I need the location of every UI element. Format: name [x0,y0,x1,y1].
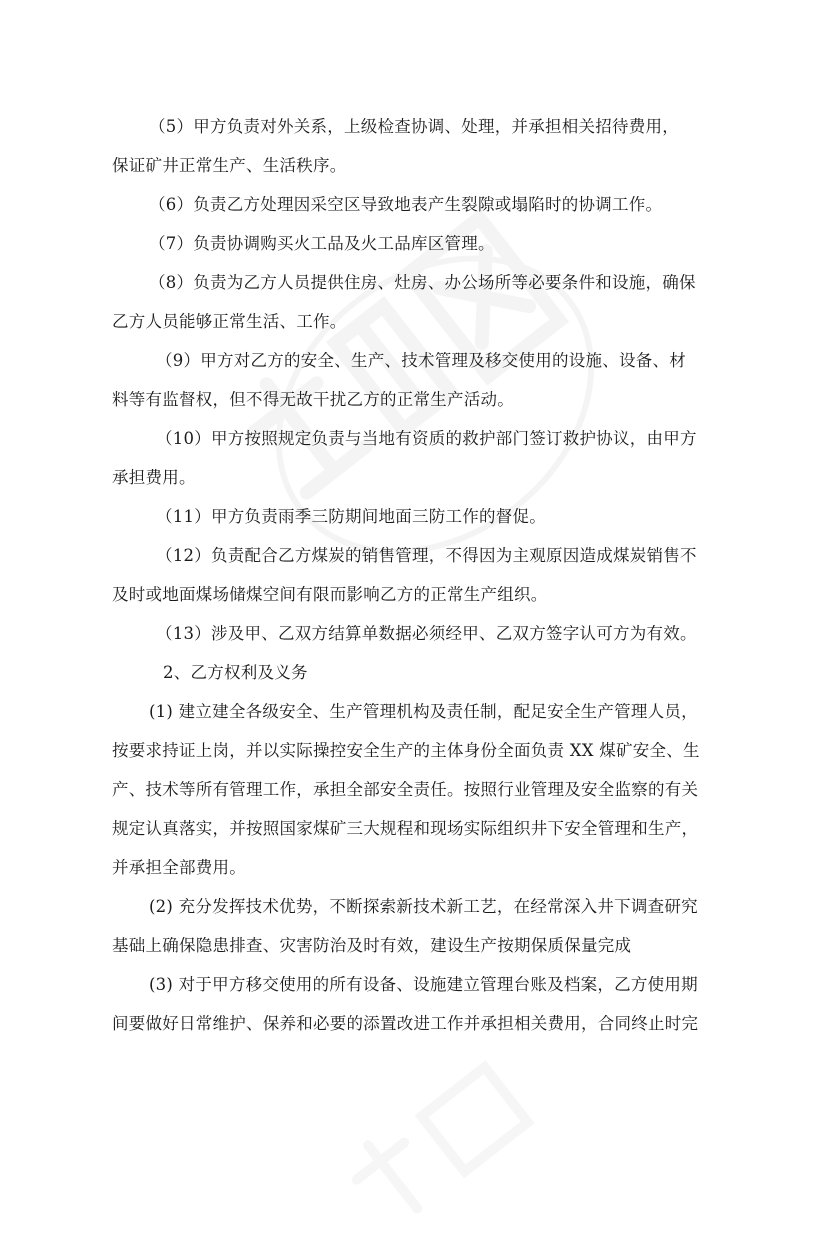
paragraph-line: 料等有监督权，但不得无故干扰乙方的正常生产活动。 [112,390,514,409]
section-heading: 2、乙方权利及义务 [163,663,308,682]
paragraph-line: 基础上确保隐患排查、灾害防治及时有效，建设生产按期保质保量完成 [112,936,632,955]
paragraph-line: （11）甲方负责雨季三防期间地面三防工作的督促。 [156,507,546,526]
paragraph-line: 规定认真落实，并按照国家煤矿三大规程和现场实际组织井下安全管理和生产， [112,819,699,838]
paragraph-line: （8）负责为乙方人员提供住房、灶房、办公场所等必要条件和设施，确保 [149,273,696,292]
watermark-graphic-bottom [316,1025,563,1255]
paragraph-line: （6）负责乙方处理因采空区导致地表产生裂隙或塌陷时的协调工作。 [149,195,663,214]
paragraph-line: 保证矿井正常生产、生活秩序。 [112,156,347,175]
paragraph-line: 产、技术等所有管理工作，承担全部安全责任。按照行业管理及安全监察的有关 [112,780,699,799]
paragraph-line: 按要求持证上岗，并以实际操控安全生产的主体身份全面负责 XX 煤矿安全、生 [112,741,700,760]
paragraph-line: 间要做好日常维护、保养和必要的添置改进工作并承担相关费用，合同终止时完 [112,1014,699,1033]
paragraph-line: 及时或地面煤场储煤空间有限而影响乙方的正常生产组织。 [112,585,548,604]
paragraph-line: (1) 建立建全各级安全、生产管理机构及责任制，配足安全生产管理人员， [149,702,698,721]
paragraph-line: 并承担全部费用。 [112,858,246,877]
paragraph-line: (3) 对于甲方移交使用的所有设备、设施建立管理台账及档案，乙方使用期 [149,975,698,994]
paragraph-line: （12）负责配合乙方煤炭的销售管理，不得因为主观原因造成煤炭销售不 [156,546,697,565]
paragraph-line: 承担费用。 [112,468,196,487]
paragraph-line: (2) 充分发挥技术优势，不断探索新技术新工艺，在经常深入井下调查研究 [149,897,698,916]
paragraph-line: （10）甲方按照规定负责与当地有资质的救护部门签订救护协议，由甲方 [156,429,697,448]
paragraph-line: （7）负责协调购买火工品及火工品库区管理。 [149,234,495,253]
paragraph-line: （5）甲方负责对外关系，上级检查协调、处理，并承担相关招待费用， [149,117,679,136]
paragraph-line: （9）甲方对乙方的安全、生产、技术管理及移交使用的设施、设备、材 [156,351,686,370]
paragraph-line: 乙方人员能够正常生活、工作。 [112,312,347,331]
paragraph-line: （13）涉及甲、乙双方结算单数据必须经甲、乙双方签字认可方为有效。 [156,624,697,643]
